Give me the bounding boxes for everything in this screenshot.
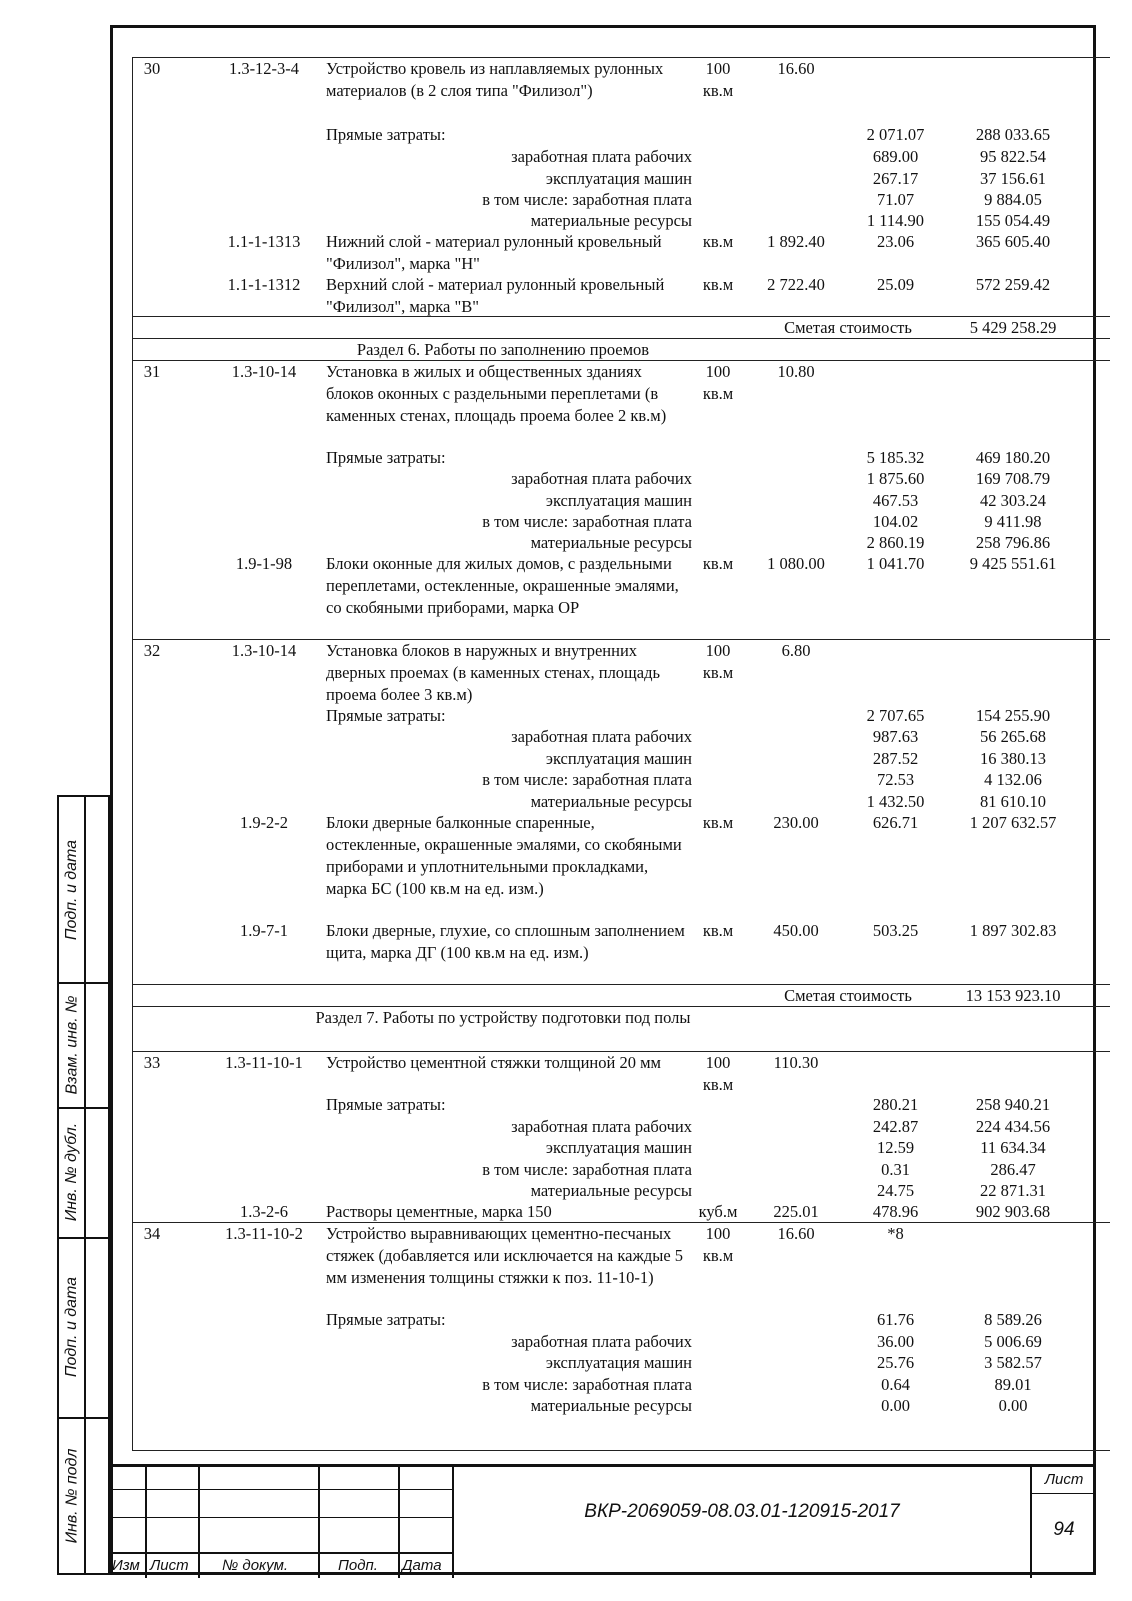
side-label-replace-inv: Взам. инв. №	[63, 995, 81, 1094]
side-label-sign-date-2: Подп. и дата	[63, 1276, 81, 1378]
stamp-izm: Изм	[112, 1557, 140, 1574]
side-label-dup-inv: Инв. № дубл.	[63, 1122, 81, 1222]
side-label-orig-inv: Инв. № подл	[63, 1448, 81, 1544]
side-stamp	[57, 795, 110, 1575]
stamp-date: Дата	[402, 1557, 442, 1574]
sheet-number: 94	[1053, 1519, 1075, 1540]
estimate-table: 30 1.3-12-3-4 Устройство кровель из наплавляемых рулонных материалов (в 2 слоя типа "Филизол") 100 кв.м 16.60 Прямые затраты: 2 071.07 288 033.65 заработная плата рабочих 689.00 95 822.54 эксплуатация машин 267.17 37 156.61 в том числе: заработная плата 71.07 9 884.05 материальные ресурсы 1 114.90 155 054.49 1.1-1-1313 Нижний слой - материал рулонный кровельный "Филизол", марка "Н" кв.м 1 892.40 23.06 365 605.40 1.1-1-1312 Верхний слой - материал рулонный кровельный "Филизол", марка "В" кв.м 2 722.40 25.09 572 259.42 Сметая стоимость 5 429 258.29 Раздел 6. Работы по заполнению проемов 31 1.3-10-14 Установка в жилых и общественных зданиях блоков оконных с раздельными переплетами (в каменных стенах, площадь проема более 2 кв.м) 100 кв.м 10.80 Прямые затраты: 5 185.32 469 180.20 заработная плата рабочих 1 875.60 169 708.79 эксплуатация машин 467.53 42 303.24 в том числе: заработная плата 104.02 9 411.98 материальные ресурсы 2 860.19 258 796.86 1.9-1-98 Блоки оконные для жилых домов, с раздельными переплетами, остекленные, окрашенные эмалями, со скобяными приборами, марка ОР кв.м 1 080.00 1 041.70 9 425 551.61 32 1.3-10-14 Установка блоков в наружных и внутренних дверных проемах (в каменных стенах, площадь проема более 3 кв.м) 100 кв.м 6.80 Прямые затраты: 2 707.65 154 255.90 заработная плата рабочих 987.63 56 265.68 эксплуатация машин 287.52 16 380.13 в том числе: заработная плата 72.53 4 132.06 материальные ресурсы 1 432.50 81 610.10 1.9-2-2 Блоки дверные балконные спаренные, остекленные, окрашенные эмалями, со скобяными приборами и уплотнительными прокладками, марка БС (100 кв.м на ед. изм.) кв.м 230.00 626.71 1 207 632.57 1.9-7-1 Блоки дверные, глухие, со сплошным заполнением щита, марка ДГ (100 кв.м на ед. изм.) кв.м 450.00 503.25 1 897 302.83 Сметая стоимость 13 153 923.10 Раздел 7. Работы по устройству подготовки под полы 33 1.3-11-10-1 Устройство цементной стяжки толщиной 20 мм 100 кв.м 110.30 Прямые затраты: 280.21 258 940.21 заработная плата рабочих 242.87 224 434.56 эксплуатация машин 12.59 11 634.34 в том числе: заработная плата 0.31 286.47 материальные ресурсы 24.75 22 871.31 1.3-2-6 Растворы цементные, марка 150 куб.м 225.01 478.96 902 903.68 34 1.3-11-10-2 Устройство выравнивающих цементно-песчаных стяжек (добавляется или исключается на каждые 5 мм изменения толщины стяжки к поз. 11-10-1) 100 кв.м 16.60 *8 Прямые затраты: 61.76 8 589.26 заработная плата рабочих 36.00 5 006.69 эксплуатация машин 25.76 3 582.57 в том числе: заработная плата 0.64 89.01 материальные ресурсы 0.00 0.00	[132, 57, 1110, 1451]
title-block	[110, 1464, 1096, 1575]
document-code: ВКР-2069059-08.03.01-120915-2017	[584, 1501, 900, 1522]
sheet-label: Лист	[1044, 1471, 1084, 1488]
stamp-list: Лист	[150, 1557, 189, 1574]
stamp-signature: Подп.	[338, 1557, 378, 1574]
side-label-sign-date-1: Подп. и дата	[63, 839, 81, 940]
stamp-doc-number: № докум.	[222, 1557, 289, 1574]
